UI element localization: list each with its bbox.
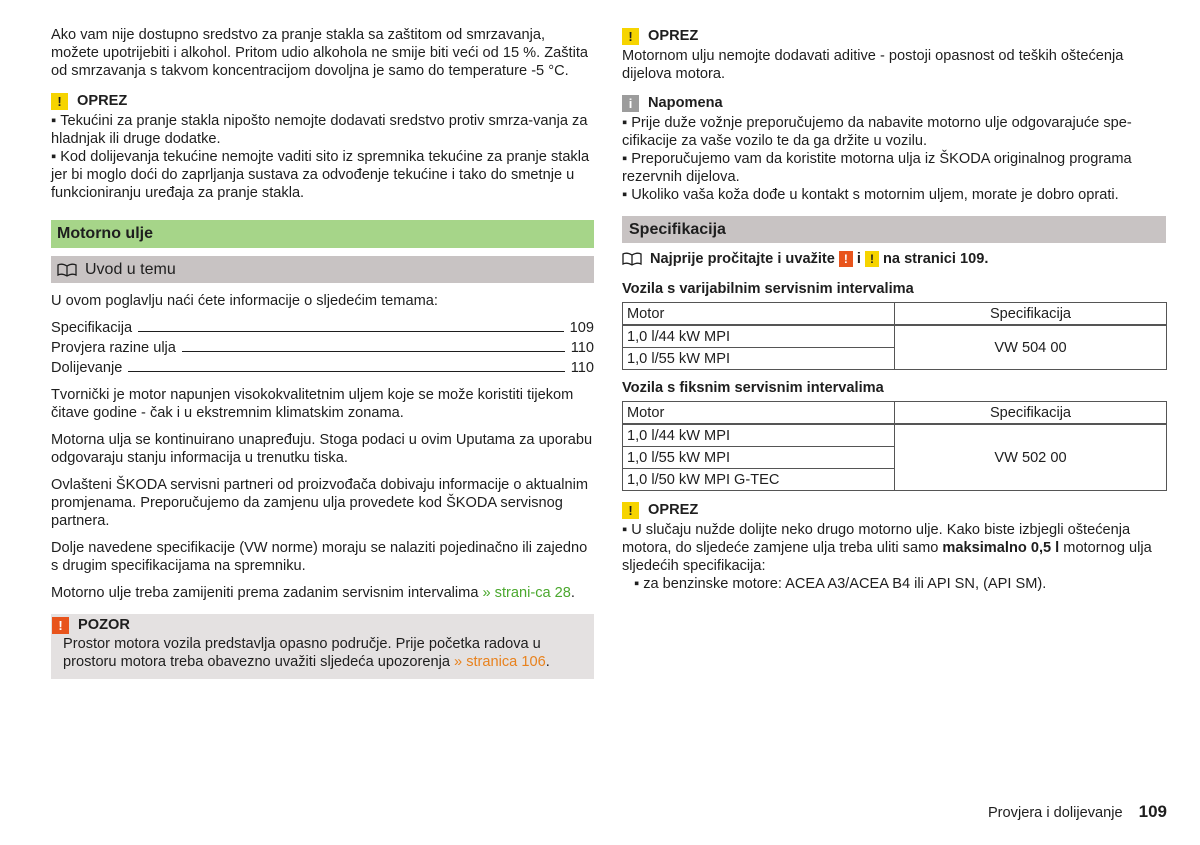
warning-item: ▪ Tekućini za pranje stakla nipošto nemojte dodavati sredstvo protiv smrza-vanja za hladnjak ili druge dodatke. (51, 112, 594, 148)
table-caption: Vozila s fiksnim servisnim intervalima (622, 380, 884, 396)
danger-end: . (545, 654, 550, 670)
toc-leader (182, 351, 565, 352)
page-number: 109 (1138, 802, 1167, 821)
table-caption: Vozila s varijabilnim servisnim intervalima (622, 281, 914, 297)
book-icon (622, 252, 642, 266)
warning-title: OPREZ (648, 28, 699, 44)
left-column (51, 26, 594, 679)
toc-row[interactable] (51, 317, 594, 337)
warning-text: Motornom ulju nemojte dodavati aditive - postoji opasnost od teških oštećenja dijelova motora. (622, 48, 1124, 82)
warning-icon: ! (622, 28, 639, 45)
table-cell: 1,0 l/50 kW MPI G-TEC (623, 469, 895, 491)
toc-page: 110 (570, 360, 594, 376)
table-row (623, 325, 1167, 348)
reference-line (622, 250, 1166, 268)
warning-item: ▪ Kod dolijevanja tekućine nemojte vaditi sito iz spremnika tekućine za pranje stakla jer bi moglo doći do zaprljanja sustava za odvođenje tekućine i tako do smetnje u funkcioniranju uređaja za pranje stakla. (51, 148, 594, 202)
table-cell: 1,0 l/55 kW MPI (623, 447, 895, 469)
oprez-warning-3 (622, 500, 1166, 593)
subsection-title-uvod (51, 256, 594, 283)
table-header: Specifikacija (895, 303, 1167, 326)
table-of-contents (51, 317, 594, 377)
toc-row[interactable] (51, 357, 594, 377)
page-footer (988, 803, 1167, 822)
table-header: Motor (623, 303, 895, 326)
toc-row[interactable] (51, 337, 594, 357)
paragraph: Motorna ulja se kontinuirano unapređuju. Stoga podaci u ovim Uputama za uporabu odgovaraju stanju informacija u trenutku tiska. (51, 432, 593, 466)
table-header-row (623, 402, 1167, 425)
toc-label: Provjera razine ulja (51, 340, 176, 356)
pozor-danger-box (51, 614, 594, 679)
right-column (622, 26, 1166, 593)
warning-icon: ! (51, 93, 68, 110)
table-header: Motor (623, 402, 895, 425)
paragraph-text: Motorno ulje treba zamijeniti prema zadanim servisnim intervalima (51, 585, 483, 601)
danger-icon: ! (839, 251, 853, 267)
table-cell: 1,0 l/44 kW MPI (623, 424, 895, 447)
paragraph: Ovlašteni ŠKODA servisni partneri od proizvođača dobivaju informacije o aktualnim promjenama. Preporučujemo da zamjenu ulja provedete kod ŠKODA servisnog partnera. (51, 477, 588, 529)
oprez-warning-2 (622, 26, 1166, 83)
danger-text: Prostor motora vozila predstavlja opasno područje. Prije početka radova u prostoru motora treba obavezno uvažiti sljedeća upozorenja (63, 636, 541, 670)
danger-title: POZOR (78, 617, 130, 633)
table-header-row (623, 303, 1167, 326)
table-cell: 1,0 l/55 kW MPI (623, 348, 895, 370)
danger-icon: ! (52, 617, 69, 634)
toc-intro: U ovom poglavlju naći ćete informacije o sljedećim temama: (51, 293, 438, 309)
paragraph: Dolje navedene specifikacije (VW norme) moraju se nalaziti pojedinačno ili zajedno s drugim specifikacijama na spremniku. (51, 540, 588, 574)
warning-icon: ! (622, 502, 639, 519)
warning-title: OPREZ (648, 502, 699, 518)
warning-title: OPREZ (77, 93, 128, 109)
table-cell: 1,0 l/44 kW MPI (623, 325, 895, 348)
reference-text: i (856, 251, 861, 267)
oprez-warning-1 (51, 91, 594, 202)
intro-paragraph: Ako vam nije dostupno sredstvo za pranje stakla sa zaštitom od smrzavanja, možete upotrijebiti i alkohol. Pritom udio alkohola ne smije biti veći od 15 %. Zaštita od smrzavanja s takvom koncentracijom dovoljna je samo do temperature -5 °C. (51, 27, 588, 79)
section-title-specifikacija: Specifikacija (622, 216, 1166, 243)
table-cell: VW 504 00 (895, 325, 1167, 370)
paragraph-end: . (570, 585, 575, 601)
page-link[interactable]: » strani-ca 28 (482, 585, 571, 601)
table-row (623, 424, 1167, 447)
page-link[interactable]: » stranica 106 (454, 654, 546, 670)
warning-icon: ! (865, 251, 879, 267)
toc-page: 109 (569, 320, 594, 336)
info-icon: i (622, 95, 639, 112)
warning-sub-item: ▪ za benzinske motore: ACEA A3/ACEA B4 ili API SN, (API SM). (634, 575, 1166, 593)
paragraph (51, 584, 594, 602)
toc-leader (128, 371, 564, 372)
table-header: Specifikacija (895, 402, 1167, 425)
spec-table-variable (622, 302, 1167, 370)
spec-table-fixed (622, 401, 1167, 491)
note-item: ▪ Preporučujemo vam da koristite motorna ulja iz ŠKODA originalnog programa rezervnih dijelova. (622, 150, 1166, 186)
toc-leader (138, 331, 564, 332)
toc-page: 110 (570, 340, 594, 356)
napomena-note (622, 93, 1166, 204)
note-item: ▪ Ukoliko vaša koža dođe u kontakt s motornim uljem, morate je dobro oprati. (622, 186, 1166, 204)
section-title-motorno-ulje: Motorno ulje (51, 220, 594, 248)
toc-label: Specifikacija (51, 320, 133, 336)
note-item: ▪ Prije duže vožnje preporučujemo da nabavite motorno ulje odgovarajuće spe-cifikacije za vaše vozilo te da ga držite u vozilu. (622, 114, 1166, 150)
book-icon (57, 263, 77, 277)
table-cell: VW 502 00 (895, 424, 1167, 491)
toc-label: Dolijevanje (51, 360, 123, 376)
footer-chapter: Provjera i dolijevanje (987, 805, 1123, 821)
warning-item: ▪ U slučaju nužde dolijte neko drugo motorno ulje. Kako biste izbjegli oštećenja motora, do sljedeće zamjene ulja treba uliti samo maksimalno 0,5 l motornog ulja sljedećih specifikacija: (622, 521, 1166, 575)
subsection-label: Uvod u temu (85, 261, 176, 278)
reference-text: Najprije pročitajte i uvažite (650, 251, 835, 267)
note-title: Napomena (648, 95, 723, 111)
reference-text: na stranici 109. (882, 251, 989, 267)
paragraph: Tvornički je motor napunjen visokokvalitetnim uljem koje se može koristiti tijekom čitave godine - čak i u ekstremnim klimatskim zonama. (51, 387, 574, 421)
